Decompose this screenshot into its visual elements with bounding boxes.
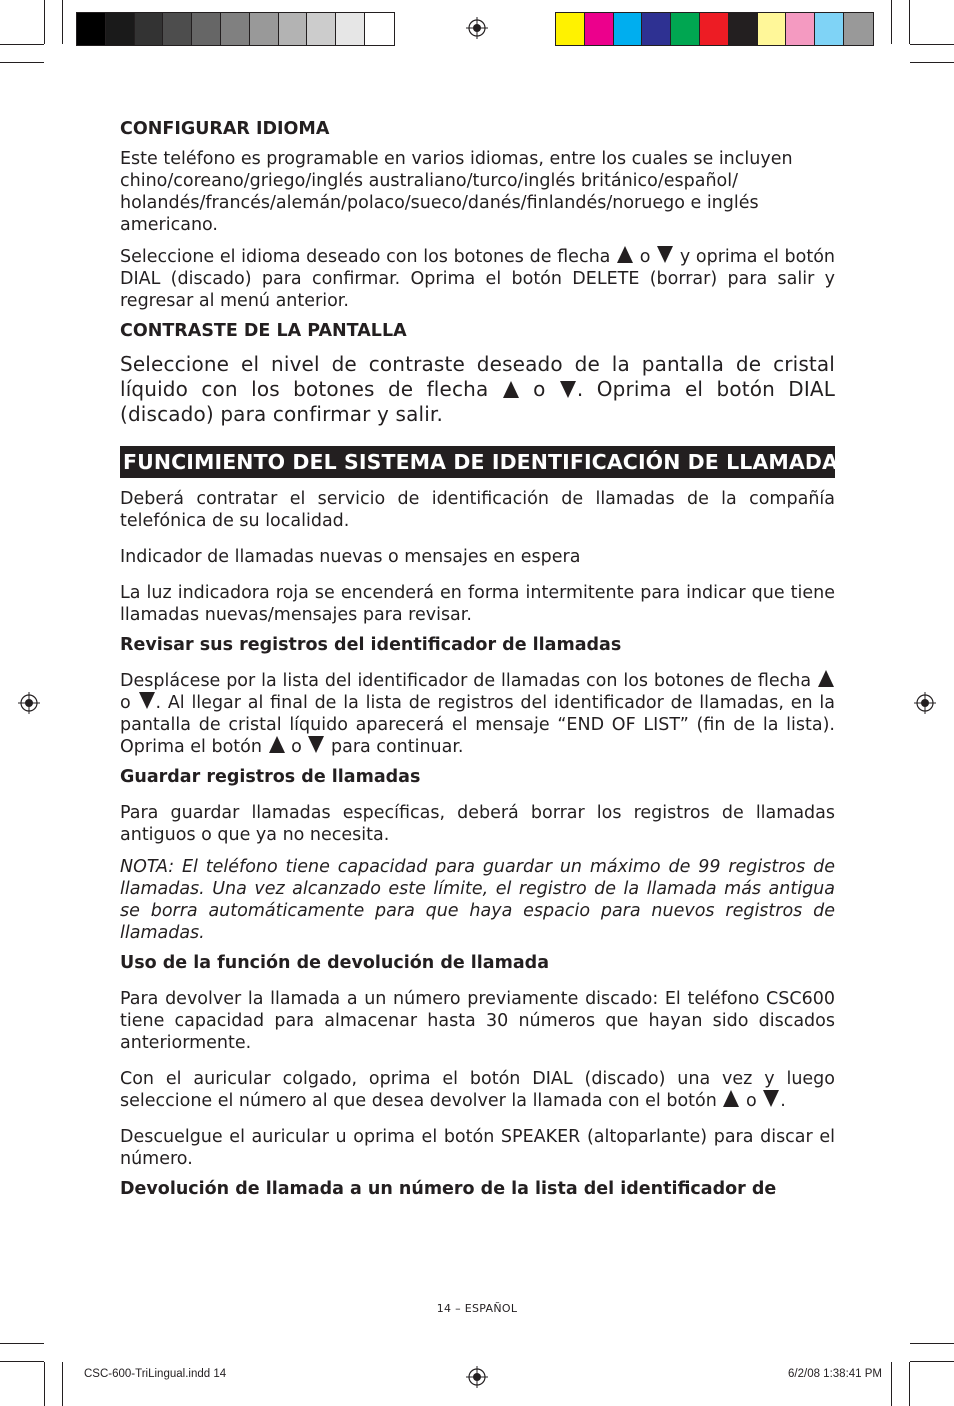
arrow-up-icon [723,1090,739,1107]
paragraph: Deberá contratar el servicio de identificación de llamadas de la compañía telefónica de su localidad. [120,489,835,531]
arrow-down-icon [657,246,673,263]
color-swatch [585,13,614,45]
section-heading: CONTRASTE DE LA PANTALLA [120,321,407,341]
crop-mark [909,0,910,44]
crop-mark [62,0,63,44]
arrow-up-icon [818,670,834,687]
crop-mark [62,1362,63,1406]
color-swatch [844,13,873,45]
color-swatch [279,13,308,45]
color-swatch [700,13,729,45]
crop-mark [44,1362,45,1406]
paragraph: Desplácese por la lista del identificador de llamadas con los botones de flecha o . Al llegar al final de la lista de registros del identificador de llamadas, en la pantalla de cristal líquido aparecerá el mensaje “END OF LIST” (fin de la lista). Oprima el botón o para continuar. [120,671,835,757]
arrow-down-icon [763,1090,779,1107]
paragraph: Seleccione el idioma deseado con los botones de flecha o y oprima el botón DIAL (discado) para confirmar. Oprima el botón DELETE (borrar) para salir y regresar al menú anterior. [120,247,835,311]
color-swatch [192,13,221,45]
arrow-down-icon [308,736,324,753]
section-heading: CONFIGURAR IDIOMA [120,119,330,139]
color-swatch [642,13,671,45]
crop-mark [909,1362,910,1406]
paragraph: Para guardar llamadas específicas, deberá borrar los registros de llamadas antiguos o que ya no necesita. [120,803,835,845]
section-heading: Guardar registros de llamadas [120,767,421,787]
crop-mark [0,44,44,45]
paragraph: Seleccione el nivel de contraste deseado de la pantalla de cristal líquido con los botones de flecha o . Oprima el botón DIAL (discado) para confirmar y salir. [120,352,836,426]
color-swatch [365,13,394,45]
color-swatch [758,13,787,45]
page-content [120,118,853,1200]
crop-mark [910,62,954,63]
color-swatch [815,13,844,45]
color-swatch [614,13,643,45]
crop-mark [0,1361,44,1362]
arrow-up-icon [617,246,633,263]
paragraph: Con el auricular colgado, oprima el botón DIAL (discado) una vez y luego seleccione el número al que desea devolver la llamada con el botón o . [120,1069,835,1111]
color-swatch [556,13,585,45]
color-swatch [77,13,106,45]
section-heading: Devolución de llamada a un número de la lista del identificador de [120,1179,777,1199]
registration-mark-icon [466,1366,488,1388]
section-heading: Revisar sus registros del identificador de llamadas [120,635,622,655]
crop-mark [0,1343,44,1344]
color-swatch [336,13,365,45]
color-calibration-bar [555,12,874,46]
page-number: 14 – ESPAÑOL [436,1302,518,1315]
paragraph: Para devolver la llamada a un número previamente discado: El teléfono CSC600 tiene capacidad para almacenar hasta 30 números que hayan sido discados anteriormente. [120,989,835,1053]
file-slug: CSC-600-TriLingual.indd 14 [84,1368,227,1380]
registration-mark-icon [466,17,488,39]
paragraph: Descuelgue el auricular u oprima el botón SPEAKER (altoparlante) para discar el número. [120,1127,835,1169]
arrow-up-icon [503,381,519,398]
arrow-up-icon [269,736,285,753]
paragraph: La luz indicadora roja se encenderá en forma intermitente para indicar que tiene llamadas nuevas/mensajes para revisar. [120,583,835,625]
registration-mark-icon [18,692,40,714]
color-swatch [250,13,279,45]
crop-mark [910,1361,954,1362]
crop-mark [910,1343,954,1344]
print-timestamp: 6/2/08 1:38:41 PM [788,1368,882,1380]
paragraph: Indicador de llamadas nuevas o mensajes en espera [120,547,581,567]
color-swatch [671,13,700,45]
color-swatch [106,13,135,45]
note-paragraph: NOTA: El teléfono tiene capacidad para guardar un máximo de 99 registros de llamadas. Una vez alcanzado este límite, el registro de la llamada más antigua se borra automáticamente para que haya espacio para nuevos registros de llamadas. [120,857,835,943]
crop-mark [0,62,44,63]
color-swatch [135,13,164,45]
section-banner: FUNCIMIENTO DEL SISTEMA DE IDENTIFICACIÓN DE LLAMADAS [120,446,835,478]
arrow-down-icon [560,381,576,398]
color-swatch [163,13,192,45]
registration-mark-icon [914,692,936,714]
color-swatch [786,13,815,45]
section-heading: Uso de la función de devolución de llamada [120,953,549,973]
arrow-down-icon [139,692,155,709]
crop-mark [910,44,954,45]
crop-mark [891,1362,892,1406]
color-swatch [307,13,336,45]
grayscale-calibration-bar [76,12,395,46]
crop-mark [44,0,45,44]
color-swatch [221,13,250,45]
paragraph: Este teléfono es programable en varios idiomas, entre los cuales se incluyen chino/coreano/griego/inglés australiano/turco/inglés británico/español/ holandés/francés/alemán/polaco/sueco/danés/finlandés/noruego e inglés americano. [120,149,793,235]
color-swatch [729,13,758,45]
crop-mark [891,0,892,44]
